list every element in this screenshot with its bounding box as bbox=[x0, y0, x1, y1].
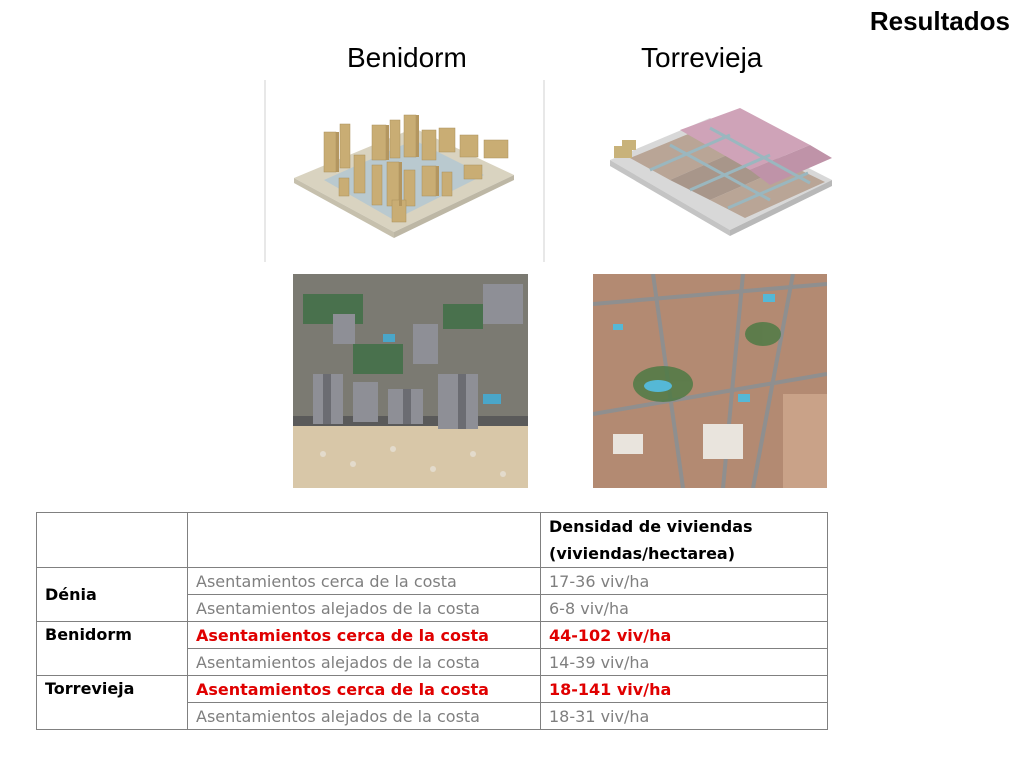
table-header-row bbox=[37, 513, 828, 568]
table-header-density-line1: Densidad de viviendas bbox=[549, 517, 753, 536]
table-cell-zone: Asentamientos alejados de la costa bbox=[188, 703, 541, 730]
slide-title: Resultados bbox=[869, 6, 1010, 36]
table-cell-city: Dénia bbox=[37, 568, 188, 622]
table-cell-density: 17-36 viv/ha bbox=[541, 568, 828, 595]
column-title-benidorm: Benidorm bbox=[347, 42, 467, 73]
benidorm-aerial-photo bbox=[293, 274, 528, 488]
table-cell-city: Torrevieja bbox=[37, 676, 188, 730]
table-row bbox=[37, 568, 828, 595]
torrevieja-3d-model-image bbox=[600, 100, 840, 250]
table-cell-density: 44-102 viv/ha bbox=[541, 622, 828, 649]
table-cell-zone: Asentamientos alejados de la costa bbox=[188, 595, 541, 622]
table-cell-city: Benidorm bbox=[37, 622, 188, 676]
table-cell-zone: Asentamientos cerca de la costa bbox=[188, 676, 541, 703]
table-cell-zone: Asentamientos cerca de la costa bbox=[188, 622, 541, 649]
benidorm-3d-model-image bbox=[264, 80, 546, 262]
table-header-density-line2: (viviendas/hectarea) bbox=[549, 544, 736, 563]
table-header-density bbox=[541, 513, 828, 568]
table-row bbox=[37, 676, 828, 703]
table-cell-density: 18-141 viv/ha bbox=[541, 676, 828, 703]
table-cell-zone: Asentamientos cerca de la costa bbox=[188, 568, 541, 595]
torrevieja-aerial-photo bbox=[593, 274, 827, 488]
table-row bbox=[37, 622, 828, 649]
table-cell-density: 18-31 viv/ha bbox=[541, 703, 828, 730]
table-cell-density: 14-39 viv/ha bbox=[541, 649, 828, 676]
table-header-empty-cell bbox=[188, 513, 541, 568]
table-header-empty-cell bbox=[37, 513, 188, 568]
column-title-torrevieja: Torrevieja bbox=[641, 42, 763, 73]
table-cell-density: 6-8 viv/ha bbox=[541, 595, 828, 622]
density-table bbox=[36, 512, 828, 730]
table-cell-zone: Asentamientos alejados de la costa bbox=[188, 649, 541, 676]
